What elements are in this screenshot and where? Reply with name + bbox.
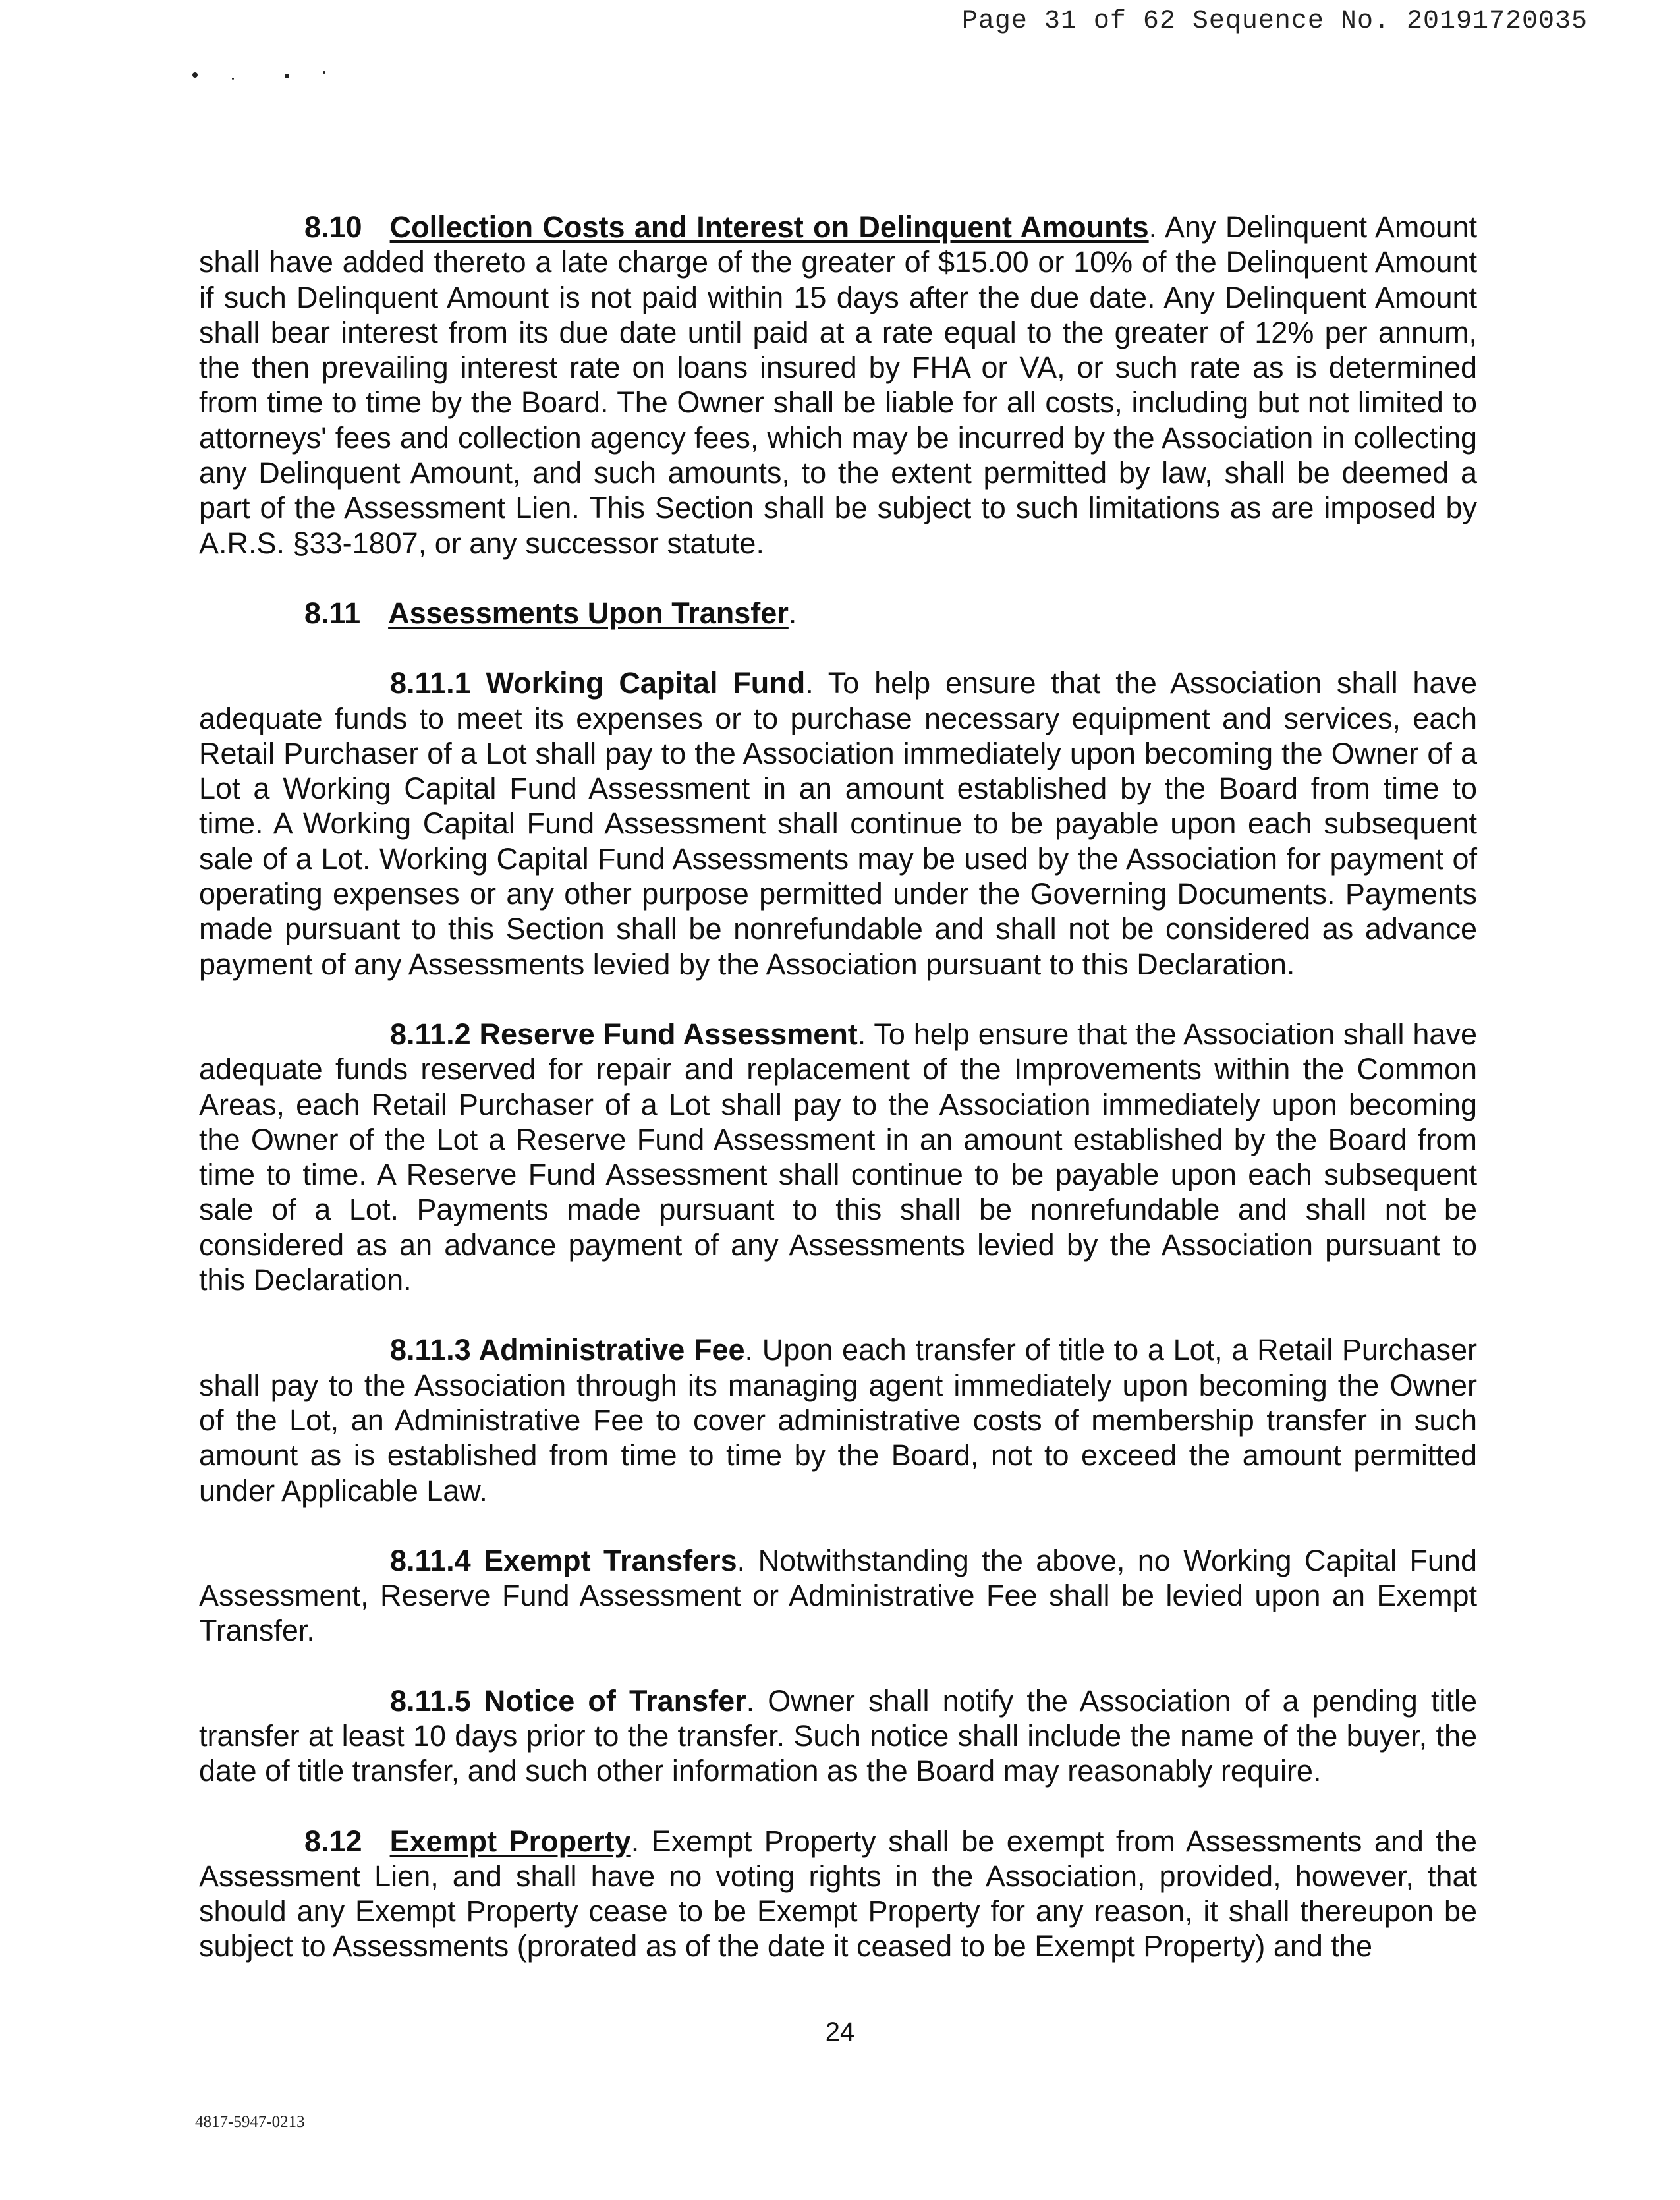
subsection-body: Upon each transfer of title to a Lot, a Retail Purchaser shall pay to the Association through its managing agent immediately upon becoming the Owner of the Lot, an Administrative Fee to cover administrative costs of membership transfer in such amount as is established from time to time by the Board, not to exceed the amount permitted under Applicable Law. <box>199 1333 1477 1508</box>
subsection-body: To help ensure that the Association shall have adequate funds to meet its expenses or to purchase necessary equipment and services, each Retail Purchaser of a Lot shall pay to the Association immediately upon becoming the Owner of a Lot a Working Capital Fund Assessment in an amount established by the Board from time to time. A Working Capital Fund Assessment shall continue to be payable upon each subsequent sale of a Lot. Working Capital Fund Assessments may be used by the Association for payment of operating expenses or any other purpose permitted under the Governing Documents. Payments made pursuant to this Section shall be nonrefundable and shall not be considered as advance payment of any Assessments levied by the Association pursuant to this Declaration. <box>199 666 1477 981</box>
document-id: 4817-5947-0213 <box>195 2113 305 2131</box>
section-body: Exempt Property shall be exempt from Assessments and the Assessment Lien, and shall have no voting rights in the Association, provided, however, that should any Exempt Property cease to be Exempt Property for any reason, it shall thereupon be subject to Assessments (prorated as of the date it ceased to be Exempt Property) and the <box>199 1824 1477 1963</box>
section-8-11-1: 8.11.1 Working Capital Fund. To help ensure that the Association shall have adequate funds to meet its expenses or to purchase necessary equipment and services, each Retail Purchaser of a Lot shall pay to the Association immediately upon becoming the Owner of a Lot a Working Capital Fund Assessment in an amount established by the Board from time to time. A Working Capital Fund Assessment shall continue to be payable upon each subsequent sale of a Lot. Working Capital Fund Assessments may be used by the Association for payment of operating expenses or any other purpose permitted under the Governing Documents. Payments made pursuant to this Section shall be nonrefundable and shall not be considered as advance payment of any Assessments levied by the Association pursuant to this Declaration. <box>199 666 1477 981</box>
subsection-title: 8.11.3 Administrative Fee <box>390 1333 745 1367</box>
section-8-11-4: 8.11.4 Exempt Transfers. Notwithstanding the above, no Working Capital Fund Assessment, Reserve Fund Assessment or Administrative Fee shall be levied upon an Exempt Transfer. <box>199 1543 1477 1648</box>
section-8-12: 8.12 Exempt Property. Exempt Property shall be exempt from Assessments and the Assessment Lien, and shall have no voting rights in the Association, provided, however, that should any Exempt Property cease to be Exempt Property for any reason, it shall thereupon be subject to Assessments (prorated as of the date it ceased to be Exempt Property) and the <box>199 1824 1477 1963</box>
section-title: Assessments Upon Transfer <box>388 596 789 630</box>
section-8-11: 8.11 Assessments Upon Transfer. <box>304 596 797 630</box>
scan-artifact-dots <box>192 71 337 84</box>
section-8-10: 8.10 Collection Costs and Interest on Delinquent Amounts. Any Delinquent Amount shall have added thereto a late charge of the greater of $15.00 or 10% of the Delinquent Amount if such Delinquent Amount is not paid within 15 days after the due date. Any Delinquent Amount shall bear interest from its due date until paid at a rate equal to the greater of 12% per annum, the then prevailing interest rate on loans insured by FHA or VA, or such rate as is determined from time to time by the Board. The Owner shall be liable for all costs, including but not limited to attorneys' fees and collection agency fees, which may be incurred by the Association in collecting any Delinquent Amount, and such amounts, to the extent permitted by law, shall be deemed a part of the Assessment Lien. This Section shall be subject to such limitations as are imposed by A.R.S. §33-1807, or any successor statute. <box>199 210 1477 560</box>
subsection-body: Owner shall notify the Association of a pending title transfer at least 10 days prior to the transfer. Such notice shall include the name of the buyer, the date of title transfer, and such other information as the Board may reasonably require. <box>199 1683 1477 1788</box>
subsection-body: Notwithstanding the above, no Working Capital Fund Assessment, Reserve Fund Assessment or Administrative Fee shall be levied upon an Exempt Transfer. <box>199 1543 1477 1648</box>
subsection-title: 8.11.5 Notice of Transfer <box>390 1683 746 1718</box>
section-number: 8.12 <box>304 1824 362 1858</box>
document-body <box>199 210 1477 1964</box>
subsection-title: 8.11.2 Reserve Fund Assessment <box>390 1017 858 1051</box>
section-title: Exempt Property <box>389 1824 631 1858</box>
subsection-title: 8.11.4 Exempt Transfers <box>390 1543 737 1577</box>
section-8-11-3: 8.11.3 Administrative Fee. Upon each transfer of title to a Lot, a Retail Purchaser shall pay to the Association through its managing agent immediately upon becoming the Owner of the Lot, an Administrative Fee to cover administrative costs of membership transfer in such amount as is established from time to time by the Board, not to exceed the amount permitted under Applicable Law. <box>199 1333 1477 1508</box>
section-number: 8.11 <box>304 596 361 630</box>
subsection-title: 8.11.1 Working Capital Fund <box>390 666 806 700</box>
section-8-11-5: 8.11.5 Notice of Transfer. Owner shall notify the Association of a pending title transfer at least 10 days prior to the transfer. Such notice shall include the name of the buyer, the date of title transfer, and such other information as the Board may reasonably require. <box>199 1683 1477 1788</box>
section-title: Collection Costs and Interest on Delinquent Amounts <box>389 210 1149 244</box>
subsection-body: To help ensure that the Association shall have adequate funds reserved for repair and replacement of the Improvements within the Common Areas, each Retail Purchaser of a Lot shall pay to the Association immediately upon becoming the Owner of the Lot a Reserve Fund Assessment in an amount established by the Board from time to time. A Reserve Fund Assessment shall continue to be payable upon each subsequent sale of a Lot. Payments made pursuant to this shall be nonrefundable and shall not be considered as an advance payment of any Assessments levied by the Association pursuant to this Declaration. <box>199 1017 1477 1297</box>
section-number: 8.10 <box>304 210 362 244</box>
section-body: Any Delinquent Amount shall have added thereto a late charge of the greater of $15.00 or 10% of the Delinquent Amount if such Delinquent Amount is not paid within 15 days after the due date. Any Delinquent Amount shall bear interest from its due date until paid at a rate equal to the greater of 12% per annum, the then prevailing interest rate on loans insured by FHA or VA, or such rate as is determined from time to time by the Board. The Owner shall be liable for all costs, including but not limited to attorneys' fees and collection agency fees, which may be incurred by the Association in collecting any Delinquent Amount, and such amounts, to the extent permitted by law, shall be deemed a part of the Assessment Lien. This Section shall be subject to such limitations as are imposed by A.R.S. §33-1807, or any successor statute. <box>199 210 1477 560</box>
page-sequence-stamp: Page 31 of 62 Sequence No. 20191720035 <box>961 7 1588 36</box>
page-number: 24 <box>825 2017 855 2046</box>
section-8-11-2: 8.11.2 Reserve Fund Assessment. To help ensure that the Association shall have adequate funds reserved for repair and replacement of the Improvements within the Common Areas, each Retail Purchaser of a Lot shall pay to the Association immediately upon becoming the Owner of the Lot a Reserve Fund Assessment in an amount established by the Board from time to time. A Reserve Fund Assessment shall continue to be payable upon each subsequent sale of a Lot. Payments made pursuant to this shall be nonrefundable and shall not be considered as an advance payment of any Assessments levied by the Association pursuant to this Declaration. <box>199 1017 1477 1297</box>
